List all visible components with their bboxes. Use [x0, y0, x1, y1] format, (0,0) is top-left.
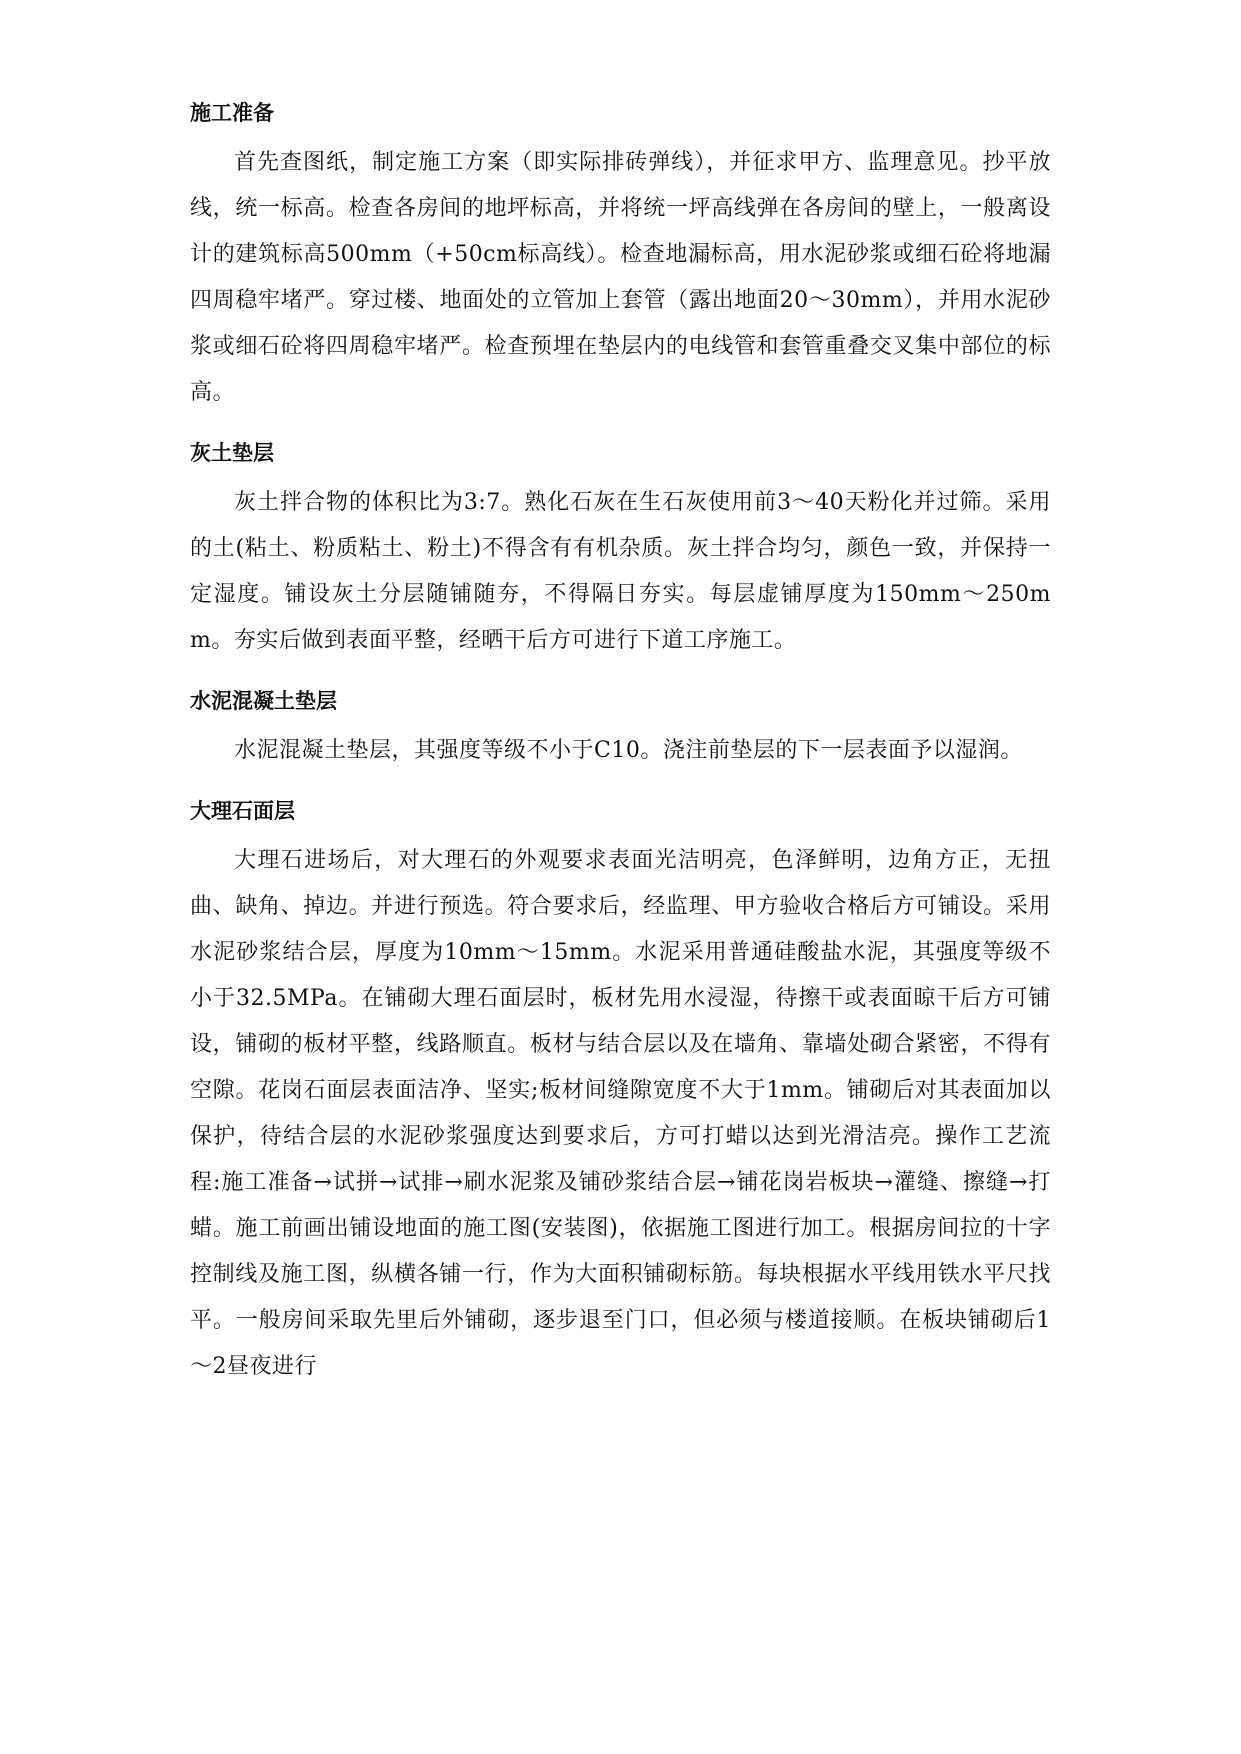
section-heading: 水泥混凝土垫层 — [190, 689, 337, 713]
document-content — [190, 98, 1051, 1412]
section-paragraph: 灰土拌合物的体积比为3:7。熟化石灰在生石灰使用前3～40天粉化并过筛。采用的土(粘土、粉质粘土、粉土)不得含有有机杂质。灰土拌合均匀，颜色一致，并保持一定湿度。铺设灰土分层随铺随夯，不得隔日夯实。每层虚铺厚度为150mm～250mm。夯实后做到表面平整，经晒干后方可进行下道工序施工。 — [190, 490, 1051, 653]
section-lime-soil-cushion — [190, 438, 1051, 664]
section-paragraph: 大理石进场后，对大理石的外观要求表面光洁明亮，色泽鲜明，边角方正，无扭曲、缺角、掉边。并进行预选。符合要求后，经监理、甲方验收合格后方可铺设。采用水泥砂浆结合层，厚度为10mm～15mm。水泥采用普通硅酸盐水泥，其强度等级不小于32.5MPa。在铺砌大理石面层时，板材先用水浸湿，待擦干或表面晾干后方可铺设，铺砌的板材平整，线路顺直。板材与结合层以及在墙角、靠墙处砌合紧密，不得有空隙。花岗石面层表面洁净、坚实;板材间缝隙宽度不大于1mm。铺砌后对其表面加以保护，待结合层的水泥砂浆强度达到要求后，方可打蜡以达到光滑洁亮。操作工艺流程:施工准备→试拼→试排→刷水泥浆及铺砂浆结合层→铺花岗岩板块→灌缝、擦缝→打蜡。施工前画出铺设地面的施工图(安装图)，依据施工图进行加工。根据房间拉的十字控制线及施工图，纵横各铺一行，作为大面积铺砌标筋。每块根据水平线用铁水平尺找平。一般房间采取先里后外铺砌，逐步退至门口，但必须与楼道接顺。在板块铺砌后1～2昼夜进行 — [190, 848, 1051, 1379]
section-heading: 施工准备 — [190, 101, 274, 125]
section-heading: 灰土垫层 — [190, 441, 274, 465]
section-construction-preparation — [190, 98, 1051, 416]
section-paragraph: 首先查图纸，制定施工方案（即实际排砖弹线），并征求甲方、监理意见。抄平放线，统一标高。检查各房间的地坪标高，并将统一坪高线弹在各房间的壁上，一般离设计的建筑标高500mm（+50cm标高线）。检查地漏标高，用水泥砂浆或细石砼将地漏四周稳牢堵严。穿过楼、地面处的立管加上套管（露出地面20～30mm），并用水泥砂浆或细石砼将四周稳牢堵严。检查预埋在垫层内的电线管和套管重叠交叉集中部位的标高。 — [190, 150, 1051, 405]
section-paragraph: 水泥混凝土垫层，其强度等级不小于C10。浇注前垫层的下一层表面予以湿润。 — [234, 738, 1023, 763]
section-heading: 大理石面层 — [190, 799, 295, 823]
section-marble-surface — [190, 796, 1051, 1390]
section-concrete-cushion — [190, 686, 1051, 774]
